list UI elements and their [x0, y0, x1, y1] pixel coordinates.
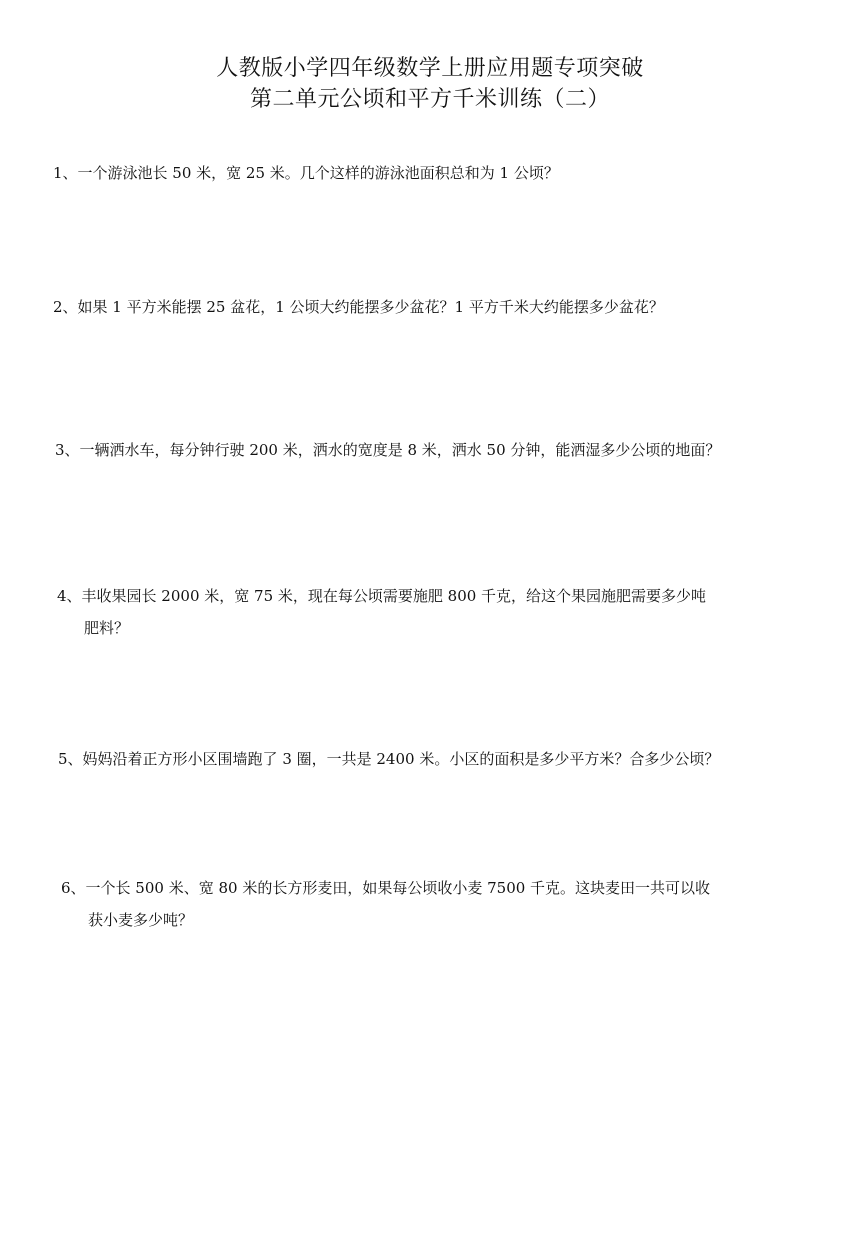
- page-subtitle: 第二单元公顷和平方千米训练（二）: [249, 87, 610, 112]
- question-text: 5、妈妈沿着正方形小区围墙跑了 3 圈，一共是 2400 米。小区的面积是多少平方米？合多少公顷？: [58, 750, 720, 768]
- question-text-continued: 获小麦多少吨？: [88, 911, 194, 929]
- question-text-continued: 肥料？: [84, 619, 130, 637]
- question-2: [53, 291, 664, 323]
- question-text: 3、一辆洒水车，每分钟行驶 200 米，洒水的宽度是 8 米，洒水 50 分钟，能洒湿多少公顷的地面？: [55, 441, 721, 459]
- question-text: 4、丰收果园长 2000 米，宽 75 米，现在每公顷需要施肥 800 千克，给这个果园施肥需要多少吨: [57, 587, 707, 605]
- page-title: 人教版小学四年级数学上册应用题专项突破: [216, 56, 644, 81]
- question-1: [53, 157, 559, 189]
- question-5: [58, 743, 719, 775]
- question-4: [57, 580, 706, 644]
- question-text: 1、一个游泳池长 50 米，宽 25 米。几个这样的游泳池面积总和为 1 公顷？: [53, 164, 559, 182]
- question-3: [55, 434, 720, 466]
- question-text: 6、一个长 500 米、宽 80 米的长方形麦田，如果每公顷收小麦 7500 千克。这块麦田一共可以收: [61, 879, 711, 897]
- question-text: 2、如果 1 平方米能摆 25 盆花，1 公顷大约能摆多少盆花？1 平方千米大约能摆多少盆花？: [53, 298, 664, 316]
- question-6: [61, 872, 710, 936]
